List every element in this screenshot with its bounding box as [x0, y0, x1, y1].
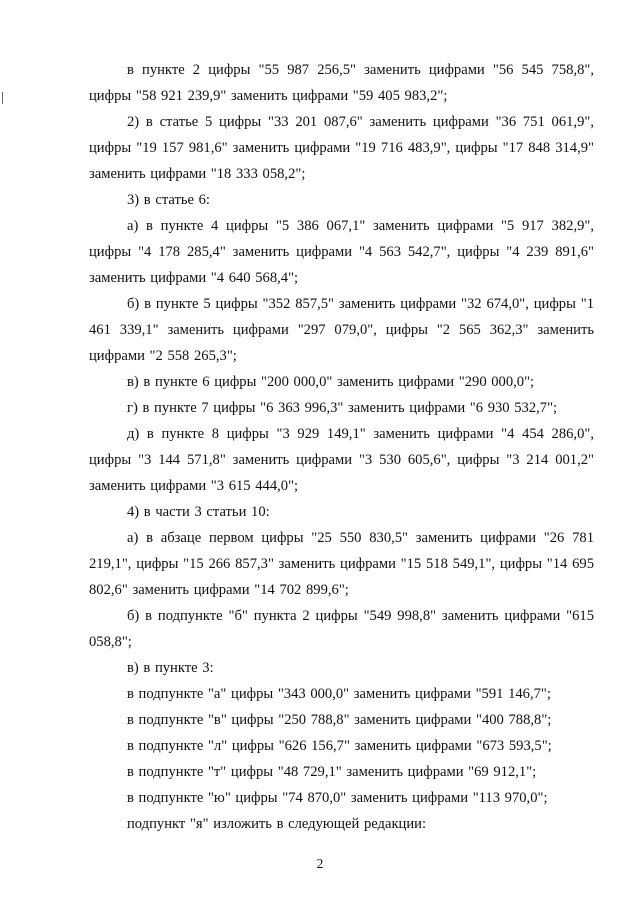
- paragraph-11: б) в подпункте "б" пункта 2 цифры "549 998,8" заменить цифрами "615 058,8";: [89, 608, 594, 650]
- paragraph-3: 3) в статье 6:: [127, 192, 210, 208]
- paragraph-17: в подпункте "ю" цифры "74 870,0" заменить цифрами "113 970,0";: [127, 790, 548, 806]
- paragraph-8: д) в пункте 8 цифры "3 929 149,1" заменить цифрами "4 454 286,0", цифры "3 144 571,8" заменить цифрами "3 530 605,6", цифры "3 214 001,2" заменить цифрами "3 615 444,0";: [89, 426, 594, 494]
- paragraph-12: в) в пункте 3:: [127, 660, 214, 676]
- paragraph-1: в пункте 2 цифры "55 987 256,5" заменить цифрами "56 545 758,8", цифры "58 921 239,9" заменить цифрами "59 405 983,2";: [89, 62, 594, 104]
- document-body: [89, 57, 594, 837]
- paragraph-4: а) в пункте 4 цифры "5 386 067,1" заменить цифрами "5 917 382,9", цифры "4 178 285,4" заменить цифрами "4 563 542,7", цифры "4 239 891,6" заменить цифрами "4 640 568,4";: [89, 218, 594, 286]
- paragraph-9: 4) в части 3 статьи 10:: [127, 504, 270, 520]
- paragraph-16: в подпункте "т" цифры "48 729,1" заменить цифрами "69 912,1";: [127, 764, 537, 780]
- paragraph-13: в подпункте "а" цифры "343 000,0" заменить цифрами "591 146,7";: [127, 686, 551, 702]
- paragraph-10: а) в абзаце первом цифры "25 550 830,5" заменить цифрами "26 781 219,1", цифры "15 266 857,3" заменить цифрами "15 518 549,1", цифры "14 695 802,6" заменить цифрами "14 702 899,6";: [89, 530, 594, 598]
- paragraph-6: в) в пункте 6 цифры "200 000,0" заменить цифрами "290 000,0";: [127, 374, 535, 390]
- paragraph-14: в подпункте "в" цифры "250 788,8" заменить цифрами "400 788,8";: [127, 712, 552, 728]
- scan-margin-mark: [2, 92, 3, 104]
- paragraph-5: б) в пункте 5 цифры "352 857,5" заменить цифрами "32 674,0", цифры "1 461 339,1" заменить цифрами "297 079,0", цифры "2 565 362,3" заменить цифрами "2 558 265,3";: [89, 296, 594, 364]
- paragraph-7: г) в пункте 7 цифры "6 363 996,3" заменить цифрами "6 930 532,7";: [127, 400, 558, 416]
- paragraph-18: подпункт "я" изложить в следующей редакции:: [127, 816, 427, 832]
- paragraph-15: в подпункте "л" цифры "626 156,7" заменить цифрами "673 593,5";: [127, 738, 552, 754]
- paragraph-2: 2) в статье 5 цифры "33 201 087,6" заменить цифрами "36 751 061,9", цифры "19 157 981,6" заменить цифрами "19 716 483,9", цифры "17 848 314,9" заменить цифрами "18 333 058,2";: [89, 114, 594, 182]
- page-number: 2: [316, 856, 324, 871]
